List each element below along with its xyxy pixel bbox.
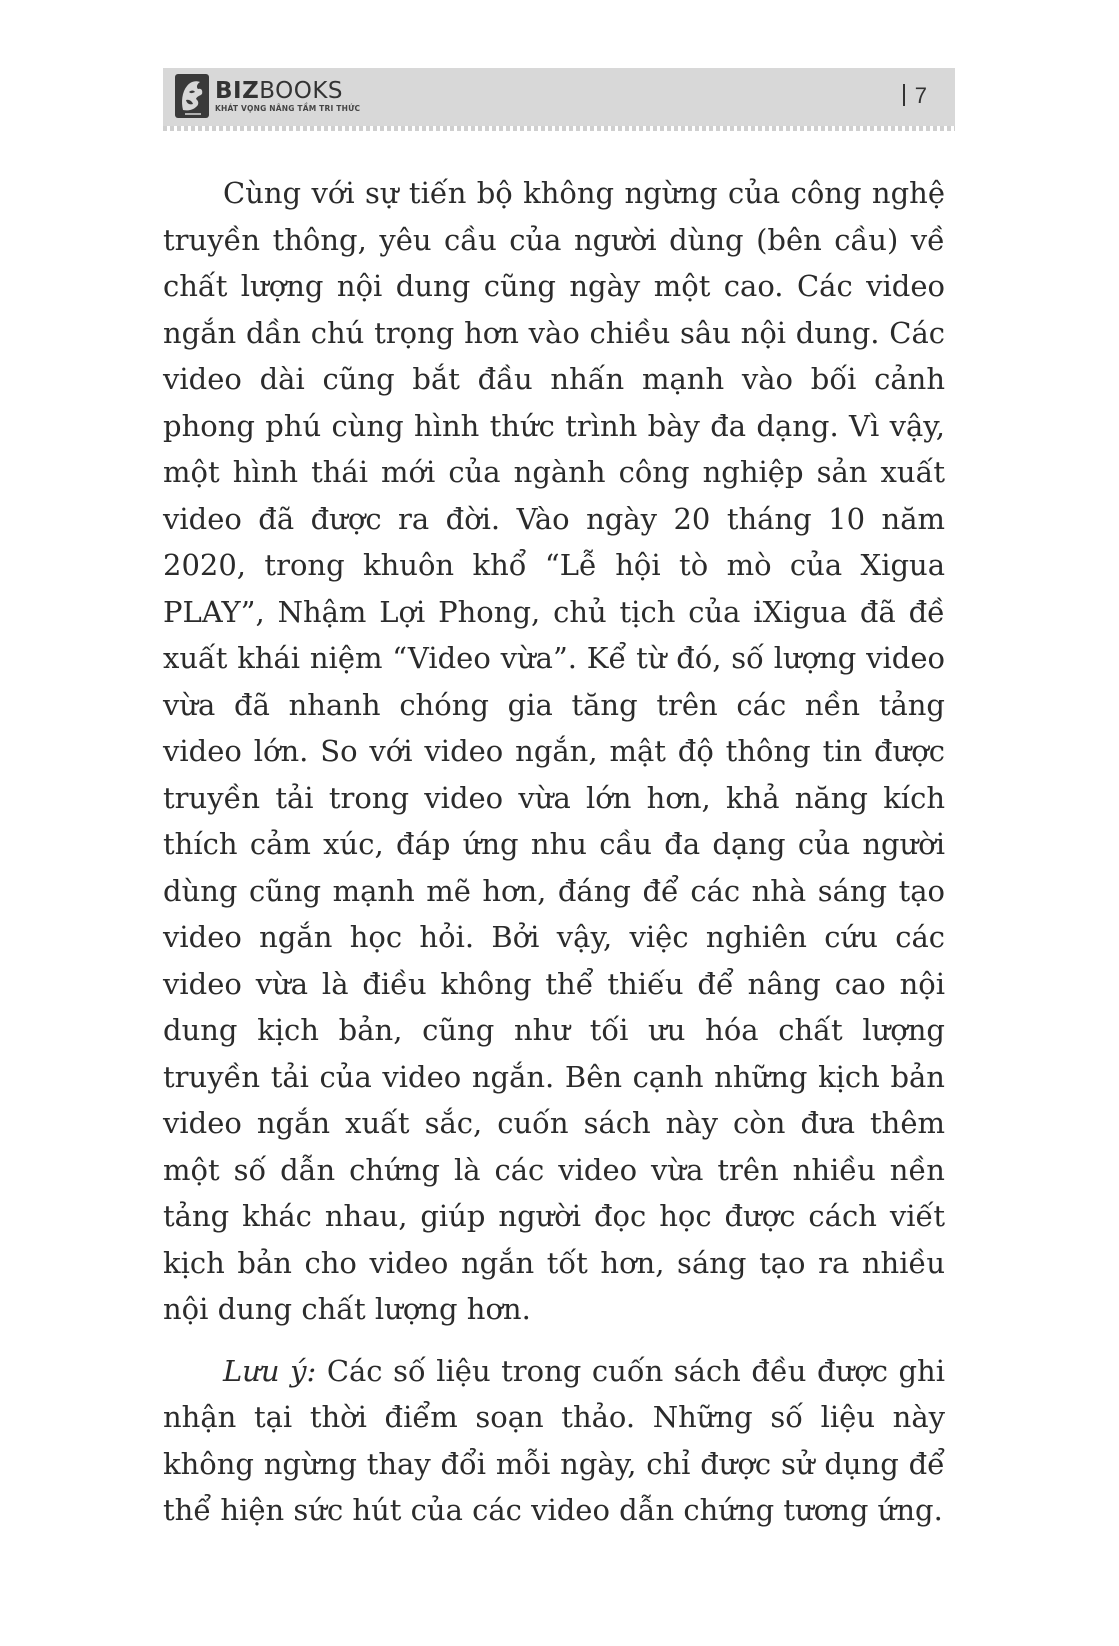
note-text: Các số liệu trong cuốn sách đều được ghi nhận tại thời điểm soạn thảo. Những số liệu này không ngừng thay đổi mỗi ngày, chỉ được sử dụng để thể hiện sức hút của các video dẫn chứng tương ứng. bbox=[163, 1353, 945, 1527]
publisher-name: BIZBOOKS bbox=[215, 78, 344, 104]
page-number-separator bbox=[903, 84, 905, 106]
running-header bbox=[163, 68, 955, 126]
page-number: 7 bbox=[903, 83, 927, 109]
page-body bbox=[163, 170, 945, 1534]
body-paragraph: Cùng với sự tiến bộ không ngừng của công nghệ truyền thông, yêu cầu của người dùng (bên cầu) về chất lượng nội dung cũng ngày một cao. Các video ngắn dần chú trọng hơn vào chiều sâu nội dung. Các video dài cũng bắt đầu nhấn mạnh vào bối cảnh phong phú cùng hình thức trình bày đa dạng. Vì vậy, một hình thái mới của ngành công nghiệp sản xuất video đã được ra đời. Vào ngày 20 tháng 10 năm 2020, trong khuôn khổ “Lễ hội tò mò của Xigua PLAY”, Nhậm Lợi Phong, chủ tịch của iXigua đã đề xuất khái niệm “Video vừa”. Kể từ đó, số lượng video vừa đã nhanh chóng gia tăng trên các nền tảng video lớn. So với video ngắn, mật độ thông tin được truyền tải trong video vừa lớn hơn, khả năng kích thích cảm xúc, đáp ứng nhu cầu đa dạng của người dùng cũng mạnh mẽ hơn, đáng để các nhà sáng tạo video ngắn học hỏi. Bởi vậy, việc nghiên cứu các video vừa là điều không thể thiếu để nâng cao nội dung kịch bản, cũng như tối ưu hóa chất lượng truyền tải của video ngắn. Bên cạnh những kịch bản video ngắn xuất sắc, cuốn sách này còn đưa thêm một số dẫn chứng là các video vừa trên nhiều nền tảng khác nhau, giúp người đọc học được cách viết kịch bản cho video ngắn tốt hơn, sáng tạo ra nhiều nội dung chất lượng hơn. bbox=[163, 176, 945, 1326]
note-paragraph bbox=[163, 1348, 945, 1534]
publisher-logo bbox=[175, 74, 360, 118]
publisher-tagline: KHÁT VỌNG NÂNG TẦM TRI THỨC bbox=[215, 104, 361, 113]
lion-head-icon bbox=[175, 74, 209, 118]
note-label: Lưu ý: bbox=[223, 1353, 317, 1388]
